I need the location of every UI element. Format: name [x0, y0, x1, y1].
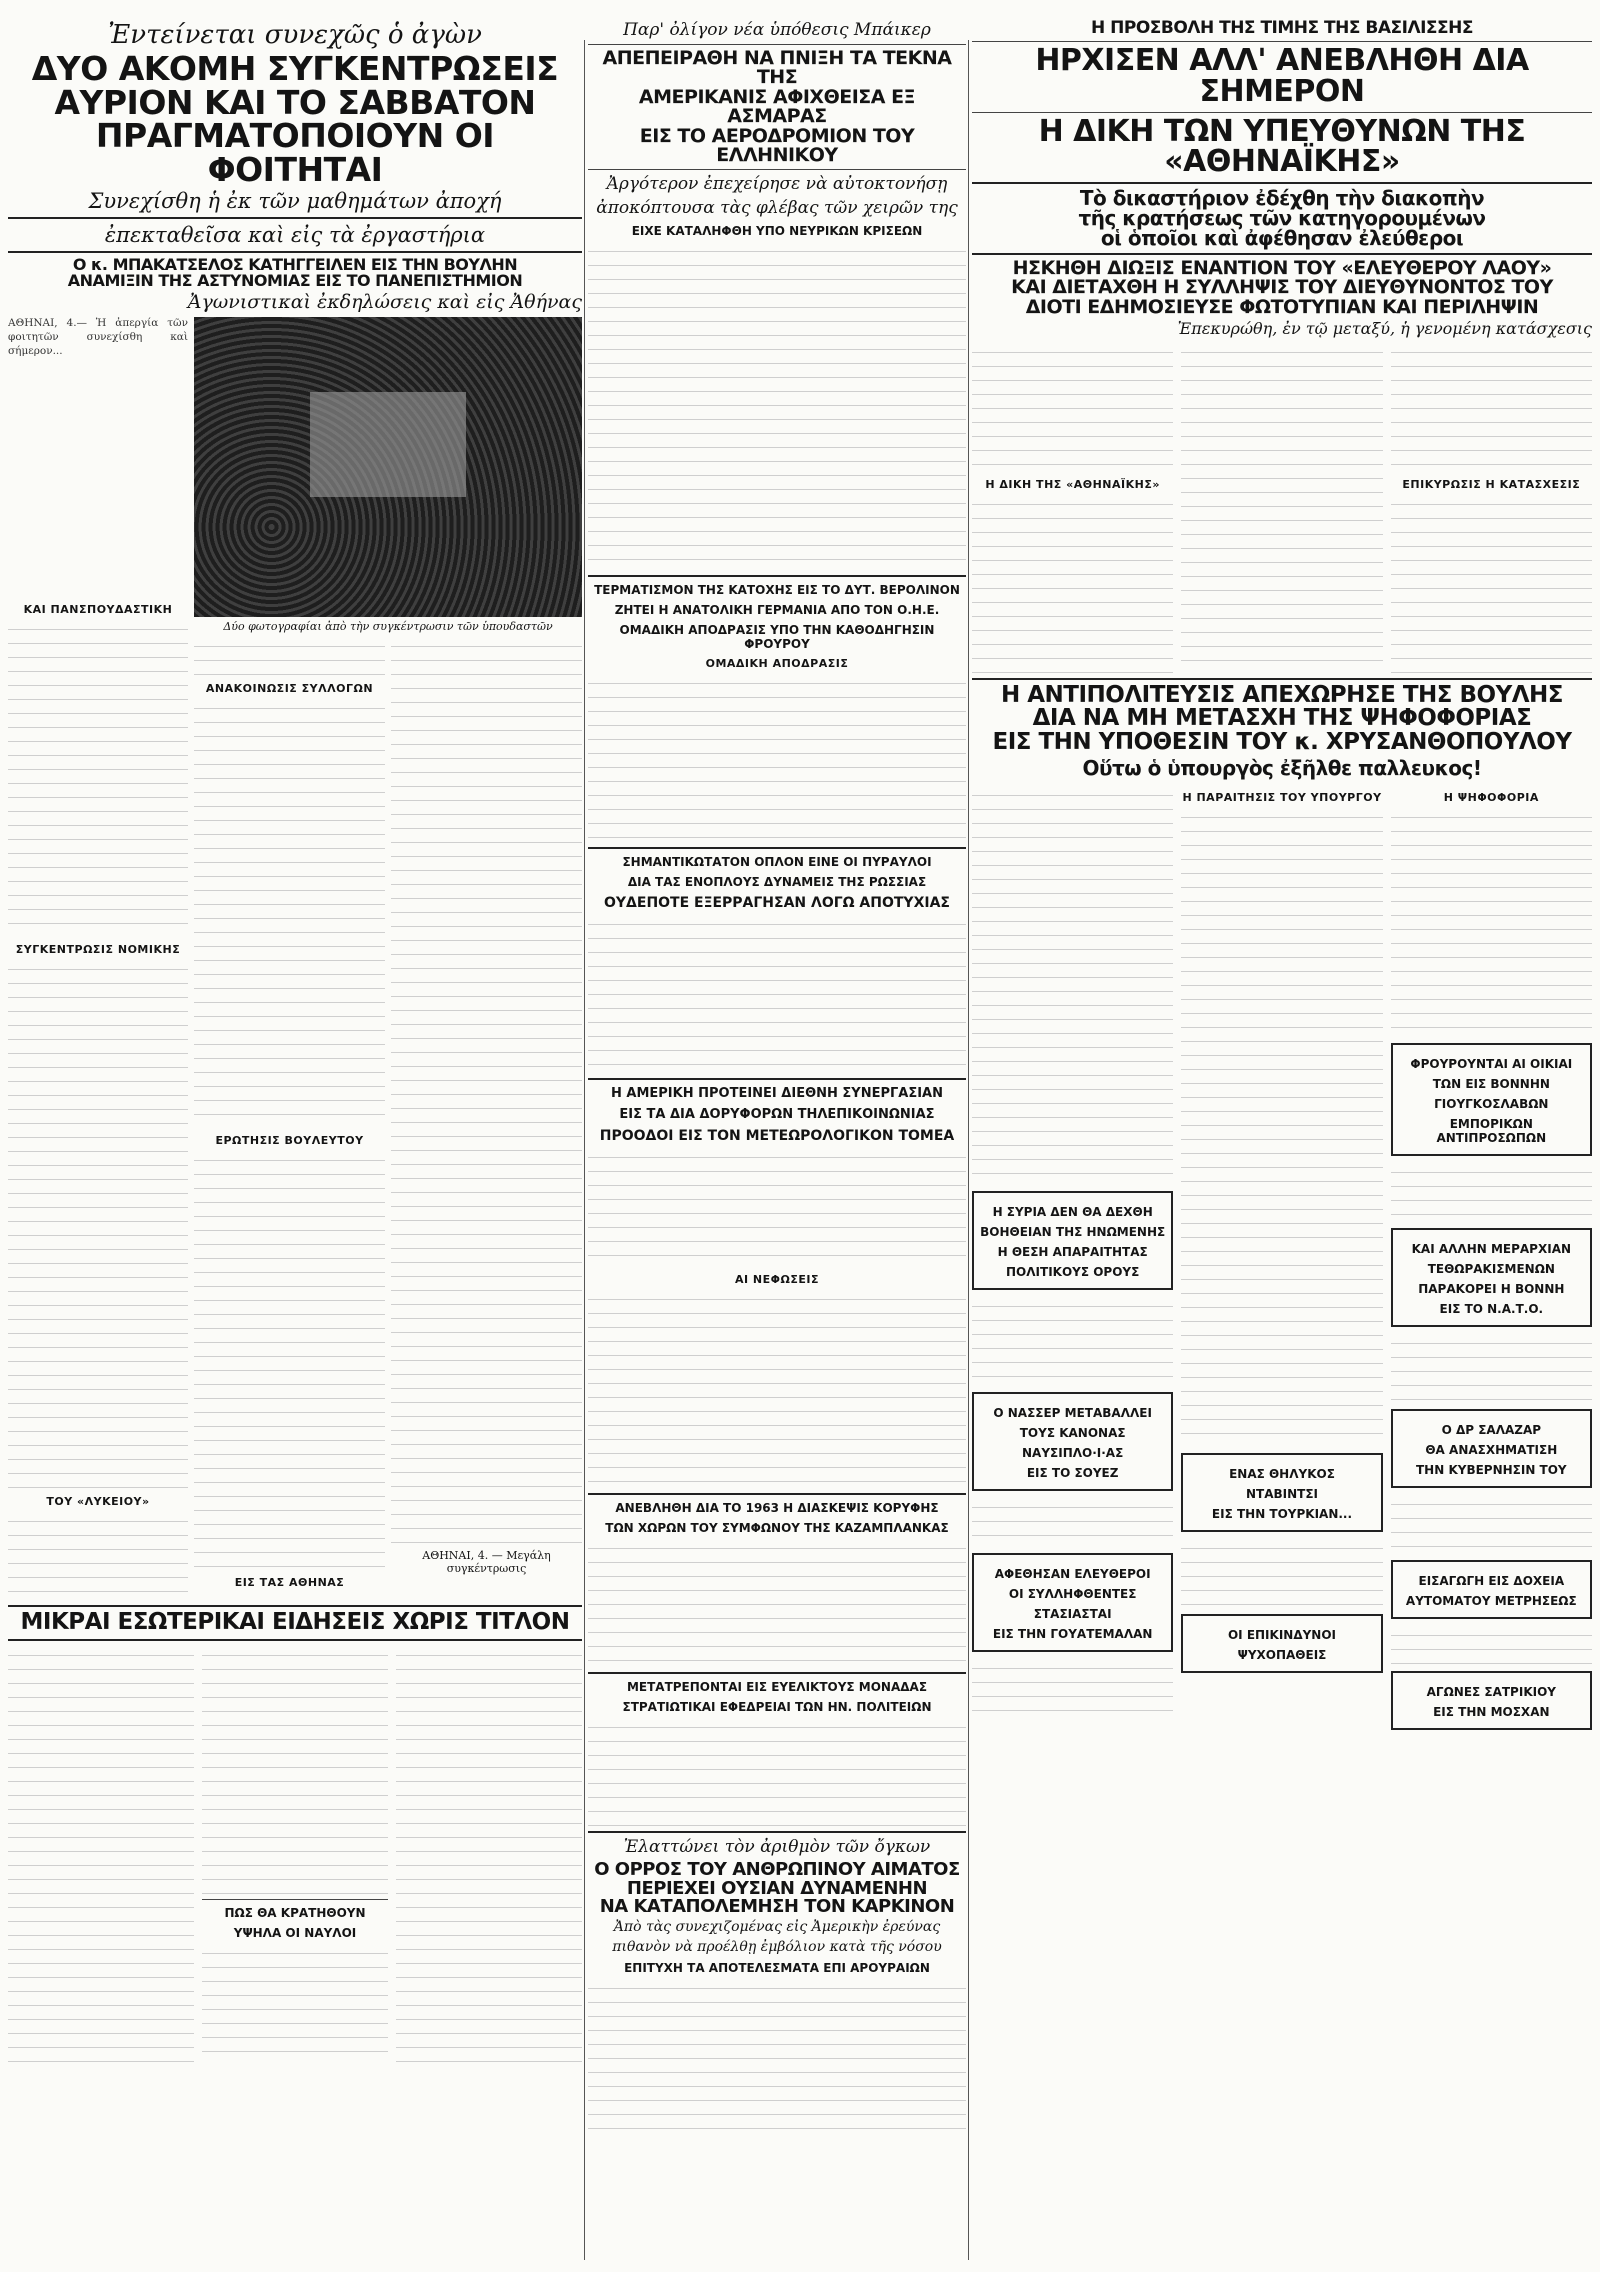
headline: ΣΗΜΑΝΤΙΚΩΤΑΤΟΝ ΟΠΛΟΝ ΕΙΝΕ ΟΙ ΠΥΡΑΥΛΟΙ — [622, 855, 932, 870]
news-photo — [194, 317, 582, 617]
section-heading: ΤΟΥΣ ΚΑΝΟΝΑΣ — [1019, 1425, 1126, 1440]
section-heading: ΤΟΥ «ΛΥΚΕΙΟΥ» — [46, 1495, 150, 1509]
section-heading: ΕΙΣΑΓΩΓΗ ΕΙΣ ΔΟΧΕΙΑ — [1418, 1573, 1565, 1588]
article-text-block — [972, 1658, 1173, 1718]
divider — [588, 1672, 966, 1674]
headline: ΚΑΙ ΔΙΕΤΑΧΘΗ Η ΣΥΛΛΗΨΙΣ ΤΟΥ ΔΙΕΥΘΥΝΟΝΤΟΣ ΤΟΥ — [1011, 276, 1553, 299]
subheadline: ἐπεκταθεῖσα καὶ εἰς τὰ ἐργαστήρια — [104, 222, 486, 247]
article-text-block — [972, 1296, 1173, 1386]
headline: ΠΡΟΟΔΟΙ ΕΙΣ ΤΟΝ ΜΕΤΕΩΡΟΛΟΓΙΚΟΝ ΤΟΜΕΑ — [599, 1128, 955, 1145]
divider — [202, 1899, 388, 1900]
section-heading: ΚΑΙ ΠΑΝΣΠΟΥΔΑΣΤΙΚΗ — [23, 603, 173, 617]
article-text-block — [194, 636, 385, 676]
headline: ΔΙΑ ΝΑ ΜΗ ΜΕΤΑΣΧΗ ΤΗΣ ΨΗΦΟΦΟΡΙΑΣ — [1032, 705, 1532, 732]
article-text-block — [588, 1147, 966, 1267]
section-heading: ΑΝΑΚΟΙΝΩΣΙΣ ΣΥΛΛΟΓΩΝ — [205, 682, 374, 696]
headline: ΜΙΚΡΑΙ ΕΣΩΤΕΡΙΚΑΙ ΕΙΔΗΣΕΙΣ ΧΩΡΙΣ ΤΙΤΛΟΝ — [20, 1609, 570, 1636]
headline: ΤΕΡΜΑΤΙΣΜΟΝ ΤΗΣ ΚΑΤΟΧΗΣ ΕΙΣ ΤΟ ΔΥΤ. ΒΕΡΟΛΙΝΟΝ — [594, 583, 960, 598]
article-text-block — [8, 1645, 194, 2065]
section-heading: Η ΠΑΡΑΙΤΗΣΙΣ ΤΟΥ ΥΠΟΥΡΓΟΥ — [1182, 790, 1382, 804]
article-text-block — [1391, 342, 1592, 472]
section-heading: ΝΑΥΣΙΠΛΟ·Ι·ΑΣ — [1022, 1445, 1124, 1460]
section-heading: ΤΩΝ ΕΙΣ ΒΟΝΝΗΝ — [1432, 1076, 1550, 1091]
article-text-block — [1391, 807, 1592, 1037]
article-text-block — [391, 636, 582, 1546]
article-text-block — [1181, 807, 1382, 1447]
headline: ΕΙΣ ΤΑ ΔΙΑ ΔΟΡΥΦΟΡΩΝ ΤΗΛΕΠΙΚΟΙΝΩΝΙΑΣ — [619, 1107, 935, 1123]
column-rule — [968, 40, 969, 2260]
column-left — [8, 20, 582, 2065]
section-heading: ΥΨΗΛΑ ΟΙ ΝΑΥΛΟΙ — [233, 1925, 357, 1940]
section-heading: ΚΑΙ ΑΛΛΗΝ ΜΕΡΑΡΧΙΑΝ — [1411, 1241, 1572, 1256]
headline: ΟΜΑΔΙΚΗ ΑΠΟΔΡΑΣΙΣ ΥΠΟ ΤΗΝ ΚΑΘΟΔΗΓΗΣΙΝ ΦΡΟΥΡΟΥ — [619, 623, 935, 652]
article-text-block — [972, 785, 1173, 1185]
headline: ΔΙΟΤΙ ΕΔΗΜΟΣΙΕΥΣΕ ΦΩΤΟΤΥΠΙΑΝ ΚΑΙ ΠΕΡΙΛΗΨΙΝ — [1025, 295, 1539, 318]
divider — [8, 251, 582, 253]
photo-caption: Δύο φωτογραφίαι ἀπὸ τὴν συγκέντρωσιν τῶν ὑπουδαστῶν — [223, 620, 553, 634]
article-text-block — [588, 914, 966, 1074]
article-column — [8, 1645, 194, 2065]
column-rule — [584, 40, 585, 2260]
section-heading: Ο ΝΑΣΣΕΡ ΜΕΤΑΒΑΛΛΕΙ — [993, 1405, 1152, 1420]
divider — [588, 169, 966, 170]
divider — [588, 1831, 966, 1833]
headline: ΟΥΔΕΠΟΤΕ ΕΞΕΡΡΑΓΗΣΑΝ ΛΟΓΩ ΑΠΟΤΥΧΙΑΣ — [604, 895, 950, 912]
article-column — [8, 317, 188, 1601]
article-text-block — [194, 1150, 385, 1570]
headline: ΠΕΡΙΕΧΕΙ ΟΥΣΙΑΝ ΔΥΝΑΜΕΝΗΝ — [626, 1877, 928, 1899]
section-heading: Η ΘΕΣΗ ΑΠΑΡΑΙΤΗΤΑΣ — [997, 1244, 1148, 1259]
divider — [8, 1605, 582, 1607]
article-text-block — [588, 1289, 966, 1489]
headline: Ο κ. ΜΠΑΚΑΤΣΕΛΟΣ ΚΑΤΗΓΓΕΙΛΕΝ ΕΙΣ ΤΗΝ ΒΟΥΛΗΝ — [72, 254, 518, 274]
headline: ΗΣΚΗΘΗ ΔΙΩΞΙΣ ΕΝΑΝΤΙΟΝ ΤΟΥ «ΕΛΕΥΘΕΡΟΥ ΛΑΟΥ» — [1012, 256, 1552, 279]
section-heading: ΟΙ ΕΠΙΚΙΝΔΥΝΟΙ — [1227, 1627, 1337, 1642]
divider — [8, 217, 582, 219]
headline: ΕΙΣ ΤΗΝ ΥΠΟΘΕΣΙΝ ΤΟΥ κ. ΧΡΥΣΑΝΘΟΠΟΥΛΟΥ — [992, 728, 1572, 755]
section-heading: ΠΟΛΙΤΙΚΟΥΣ ΟΡΟΥΣ — [1006, 1264, 1140, 1279]
subheadline: ἀποκόπτουσα τὰς φλέβας τῶν χειρῶν της — [596, 198, 958, 219]
section-heading: ΓΙΟΥΓΚΟΣΛΑΒΩΝ — [1434, 1096, 1549, 1111]
kicker: Η ΠΡΟΣΒΟΛΗ ΤΗΣ ΤΙΜΗΣ ΤΗΣ ΒΑΣΙΛΙΣΣΗΣ — [1090, 20, 1474, 38]
column-middle — [588, 20, 966, 2138]
headline: Ο ΟΡΡΟΣ ΤΟΥ ΑΝΘΡΩΠΙΝΟΥ ΑΙΜΑΤΟΣ — [594, 1859, 960, 1881]
article-text-block — [8, 1511, 188, 1601]
divider — [972, 253, 1592, 255]
divider — [972, 678, 1592, 680]
section-heading: ΑΦΕΘΗΣΑΝ ΕΛΕΥΘΕΡΟΙ — [994, 1566, 1151, 1581]
article-text-block — [396, 1645, 582, 2065]
headline: ΔΙΑ ΤΑΣ ΕΝΟΠΛΟΥΣ ΔΥΝΑΜΕΙΣ ΤΗΣ ΡΩΣΣΙΑΣ — [627, 875, 927, 890]
subheadline: Ἀργότερον ἐπεχείρησε νὰ αὐτοκτονήσῃ — [606, 174, 948, 195]
headline: ΗΡΧΙΣΕΝ ΑΛΛ' ΑΝΕΒΛΗΘΗ ΔΙΑ ΣΗΜΕΡΟΝ — [1035, 43, 1529, 109]
section-heading: ΕΙΣ ΤΗΝ ΓΟΥΑΤΕΜΑΛΑΝ — [992, 1626, 1153, 1641]
headline: Η ΑΝΤΙΠΟΛΙΤΕΥΣΙΣ ΑΠΕΧΩΡΗΣΕ ΤΗΣ ΒΟΥΛΗΣ — [1001, 682, 1563, 708]
section-heading: ΤΗΝ ΚΥΒΕΡΝΗΣΙΝ ΤΟΥ — [1416, 1462, 1567, 1477]
section-heading: ΑΙ ΝΕΦΩΣΕΙΣ — [735, 1273, 819, 1287]
section-heading: Η ΣΥΡΙΑ ΔΕΝ ΘΑ ΔΕΧΘΗ — [992, 1204, 1153, 1219]
column-right — [972, 20, 1592, 1736]
divider — [588, 1493, 966, 1495]
article-text: ΑΘΗΝΑΙ, 4.— Ἡ ἀπεργία τῶν φοιτητῶν συνεχίσθη καὶ σήμερον... — [8, 317, 188, 357]
section-heading: ΤΕΘΩΡΑΚΙΣΜΕΝΩΝ — [1427, 1261, 1555, 1276]
dateline: ΑΘΗΝΑΙ, 4. — Μεγάλη συγκέντρωσις — [422, 1549, 551, 1576]
headline: ΔΥΟ ΑΚΟΜΗ ΣΥΓΚΕΝΤΡΩΣΕΙΣ — [31, 49, 559, 88]
section-heading: ΠΩΣ ΘΑ ΚΡΑΤΗΘΟΥΝ — [224, 1905, 366, 1920]
section-heading: ΕΝΑΣ ΘΗΛΥΚΟΣ — [1229, 1466, 1335, 1481]
headline: ΠΡΑΓΜΑΤΟΠΟΙΟΥΝ ΟΙ ΦΟΙΤΗΤΑΙ — [95, 116, 495, 189]
subheadline: Ἀπὸ τὰς συνεχιζομένας εἰς Ἀμερικὴν ἐρεύνας — [613, 1919, 941, 1936]
headline: ΑΠΕΠΕΙΡΑΘΗ ΝΑ ΠΝΙΞΗ ΤΑ ΤΕΚΝΑ ΤΗΣ — [602, 47, 952, 89]
subheadline: Συνεχίσθη ἡ ἐκ τῶν μαθημάτων ἀποχή — [88, 188, 502, 213]
section-heading: ΒΟΗΘΕΙΑΝ ΤΗΣ ΗΝΩΜΕΝΗΣ — [980, 1224, 1166, 1239]
section-heading: ΕΙΣ ΤΗΝ ΜΟΣΧΑΝ — [1433, 1704, 1550, 1719]
section-heading: ΟΜΑΔΙΚΗ ΑΠΟΔΡΑΣΙΣ — [705, 657, 849, 671]
section-heading: ΕΙΣ ΤΗΝ ΤΟΥΡΚΙΑΝ... — [1211, 1506, 1353, 1521]
article-text-block — [202, 1943, 388, 2063]
section-heading: ΑΥΤΟΜΑΤΟΥ ΜΕΤΡΗΣΕΩΣ — [1405, 1593, 1577, 1608]
headline: ΑΝΑΜΙΞΙΝ ΤΗΣ ΑΣΤΥΝΟΜΙΑΣ ΕΙΣ ΤΟ ΠΑΝΕΠΙΣΤΗΜΙΟΝ — [67, 270, 523, 290]
article-column — [972, 342, 1173, 674]
subheadline: πιθανὸν νὰ προέλθῃ ἐμβόλιον κατὰ τῆς νόσου — [612, 1939, 942, 1956]
article-column — [396, 1645, 582, 2065]
section-heading: ΑΓΩΝΕΣ ΣΑΤΡΙΚΙΟΥ — [1426, 1684, 1556, 1699]
headline: ΑΜΕΡΙΚΑΝΙΣ ΑΦΙΧΘΕΙΣΑ ΕΞ ΑΣΜΑΡΑΣ — [638, 85, 916, 128]
divider — [588, 44, 966, 45]
section-heading: ΘΑ ΑΝΑΣΧΗΜΑΤΙΣΗ — [1425, 1442, 1558, 1457]
article-text-block — [588, 1538, 966, 1668]
headline: ΤΩΝ ΧΩΡΩΝ ΤΟΥ ΣΥΜΦΩΝΟΥ ΤΗΣ ΚΑΖΑΜΠΛΑΝΚΑΣ — [605, 1521, 949, 1536]
divider — [8, 1639, 582, 1641]
section-heading: ΟΙ ΣΥΛΛΗΦΘΕΝΤΕΣ — [1008, 1586, 1137, 1601]
headline: ΝΑ ΚΑΤΑΠΟΛΕΜΗΣΗ ΤΟΝ ΚΑΡΚΙΝΟΝ — [599, 1895, 955, 1917]
section-heading: Ο ΔΡ ΣΑΛΑΖΑΡ — [1441, 1422, 1542, 1437]
divider — [588, 575, 966, 577]
kicker: Ἐντείνεται συνεχῶς ὁ ἀγὼν — [108, 20, 482, 50]
headline: ΑΝΕΒΛΗΘΗ ΔΙΑ ΤΟ 1963 Η ΔΙΑΣΚΕΨΙΣ ΚΟΡΥΦΗΣ — [615, 1501, 939, 1516]
section-heading: ΕΡΩΤΗΣΙΣ ΒΟΥΛΕΥΤΟΥ — [215, 1134, 364, 1148]
article-text-block — [8, 959, 188, 1489]
article-text-block — [972, 1497, 1173, 1547]
article-text-block — [194, 698, 385, 1128]
article-text-block — [1391, 494, 1592, 674]
headline: ΕΙΣ ΤΟ ΑΕΡΟΔΡΟΜΙΟΝ ΤΟΥ ΕΛΛΗΝΙΚΟΥ — [639, 124, 915, 166]
section-heading: ΣΤΑΣΙΑΣΤΑΙ — [1033, 1606, 1112, 1621]
article-column — [202, 1645, 388, 2065]
divider — [588, 1078, 966, 1080]
divider — [972, 41, 1592, 42]
section-heading: ΣΥΓΚΕΝΤΡΩΣΙΣ ΝΟΜΙΚΗΣ — [15, 943, 181, 957]
divider — [588, 847, 966, 849]
section-heading: ΕΠΙΚΥΡΩΣΙΣ Η ΚΑΤΑΣΧΕΣΙΣ — [1402, 478, 1581, 491]
article-column — [1391, 785, 1592, 1736]
headline: ΑΥΡΙΟΝ ΚΑΙ ΤΟ ΣΑΒΒΑΤΟΝ — [54, 82, 536, 122]
article-column — [1391, 342, 1592, 674]
subheadline: οἱ ὁποῖοι καὶ ἀφέθησαν ἐλεύθεροι — [1100, 226, 1464, 251]
headline: ΣΤΡΑΤΙΩΤΙΚΑΙ ΕΦΕΔΡΕΙΑΙ ΤΩΝ ΗΝ. ΠΟΛΙΤΕΙΩΝ — [622, 1700, 932, 1715]
article-text-block — [588, 673, 966, 843]
article-column — [194, 317, 582, 1601]
subheadline: Οὕτω ὁ ὑπουργὸς ἐξῆλθε παλλευκος! — [1082, 756, 1482, 781]
kicker: Ἐλαττώνει τὸν ἀριθμὸν τῶν ὄγκων — [623, 1837, 931, 1858]
subheadline: Τὸ δικαστήριον ἐδέχθη τὴν διακοπὴν — [1079, 185, 1485, 210]
section-heading: Η ΨΗΦΟΦΟΡΙΑ — [1443, 790, 1539, 804]
subheadline: Ἀγωνιστικαὶ ἐκδηλώσεις καὶ εἰς Ἀθήνας — [187, 291, 582, 314]
article-text-block — [8, 619, 188, 937]
headline: ΕΙΧΕ ΚΑΤΑΛΗΦΘΗ ΥΠΟ ΝΕΥΡΙΚΩΝ ΚΡΙΣΕΩΝ — [631, 224, 923, 239]
article-text-block — [1391, 1333, 1592, 1403]
divider — [972, 182, 1592, 184]
section-heading: ΠΑΡΑΚΟΡΕΙ Η ΒΟΝΝΗ — [1418, 1281, 1565, 1296]
article-text-block — [588, 1717, 966, 1827]
section-heading: ΦΡΟΥΡΟΥΝΤΑΙ ΑΙ ΟΙΚΙΑΙ — [1410, 1056, 1573, 1071]
headline: Η ΑΜΕΡΙΚΗ ΠΡΟΤΕΙΝΕΙ ΔΙΕΘΝΗ ΣΥΝΕΡΓΑΣΙΑΝ — [611, 1086, 943, 1102]
article-text-block — [1181, 342, 1382, 662]
article-text-block — [588, 1978, 966, 2138]
article-text-block — [1181, 1538, 1382, 1608]
article-text-block — [1391, 1162, 1592, 1222]
article-text-block — [972, 494, 1173, 674]
section-heading: ΨΥΧΟΠΑΘΕΙΣ — [1237, 1647, 1327, 1662]
headline: ΜΕΤΑΤΡΕΠΟΝΤΑΙ ΕΙΣ ΕΥΕΛΙΚΤΟΥΣ ΜΟΝΑΔΑΣ — [626, 1680, 928, 1695]
section-heading: Η ΔΙΚΗ ΤΗΣ «ΑΘΗΝΑΪΚΗΣ» — [985, 478, 1160, 491]
section-heading: ΕΙΣ ΤΑΣ ΑΘΗΝΑΣ — [234, 1576, 345, 1590]
headline: Η ΔΙΚΗ ΤΩΝ ΥΠΕΥΘΥΝΩΝ ΤΗΣ «ΑΘΗΝΑΪΚΗΣ» — [1038, 113, 1526, 180]
section-heading: ΝΤΑΒΙΝΤΣΙ — [1245, 1486, 1318, 1501]
subheadline: τῆς κρατήσεως τῶν κατηγορουμένων — [1078, 206, 1486, 231]
article-text-block — [972, 342, 1173, 472]
article-column — [972, 785, 1173, 1736]
headline: ΖΗΤΕΙ Η ΑΝΑΤΟΛΙΚΗ ΓΕΡΜΑΝΙΑ ΑΠΟ ΤΟΝ Ο.Η.Ε. — [614, 603, 940, 618]
headline: ΕΠΙΤΥΧΗ ΤΑ ΑΠΟΤΕΛΕΣΜΑΤΑ ΕΠΙ ΑΡΟΥΡΑΙΩΝ — [624, 1961, 930, 1976]
section-heading: ΕΙΣ ΤΟ Ν.Α.Τ.Ο. — [1439, 1301, 1544, 1316]
article-text-block — [202, 1645, 388, 1895]
article-text-block — [588, 241, 966, 571]
article-column — [1181, 342, 1382, 674]
section-heading: ΕΜΠΟΡΙΚΩΝ ΑΝΤΙΠΡΟΣΩΠΩΝ — [1436, 1116, 1547, 1145]
article-column — [1181, 785, 1382, 1736]
article-text-block — [1391, 1625, 1592, 1665]
divider — [972, 112, 1592, 113]
kicker: Παρ' ὀλίγον νέα ὑπόθεσις Μπάικερ — [623, 20, 931, 40]
article-text-block — [1391, 1494, 1592, 1554]
section-heading: ΕΙΣ ΤΟ ΣΟΥΕΖ — [1026, 1465, 1119, 1480]
subheadline: Ἐπεκυρώθη, ἐν τῷ μεταξύ, ἡ γενομένη κατάσχεσις — [1177, 319, 1592, 338]
